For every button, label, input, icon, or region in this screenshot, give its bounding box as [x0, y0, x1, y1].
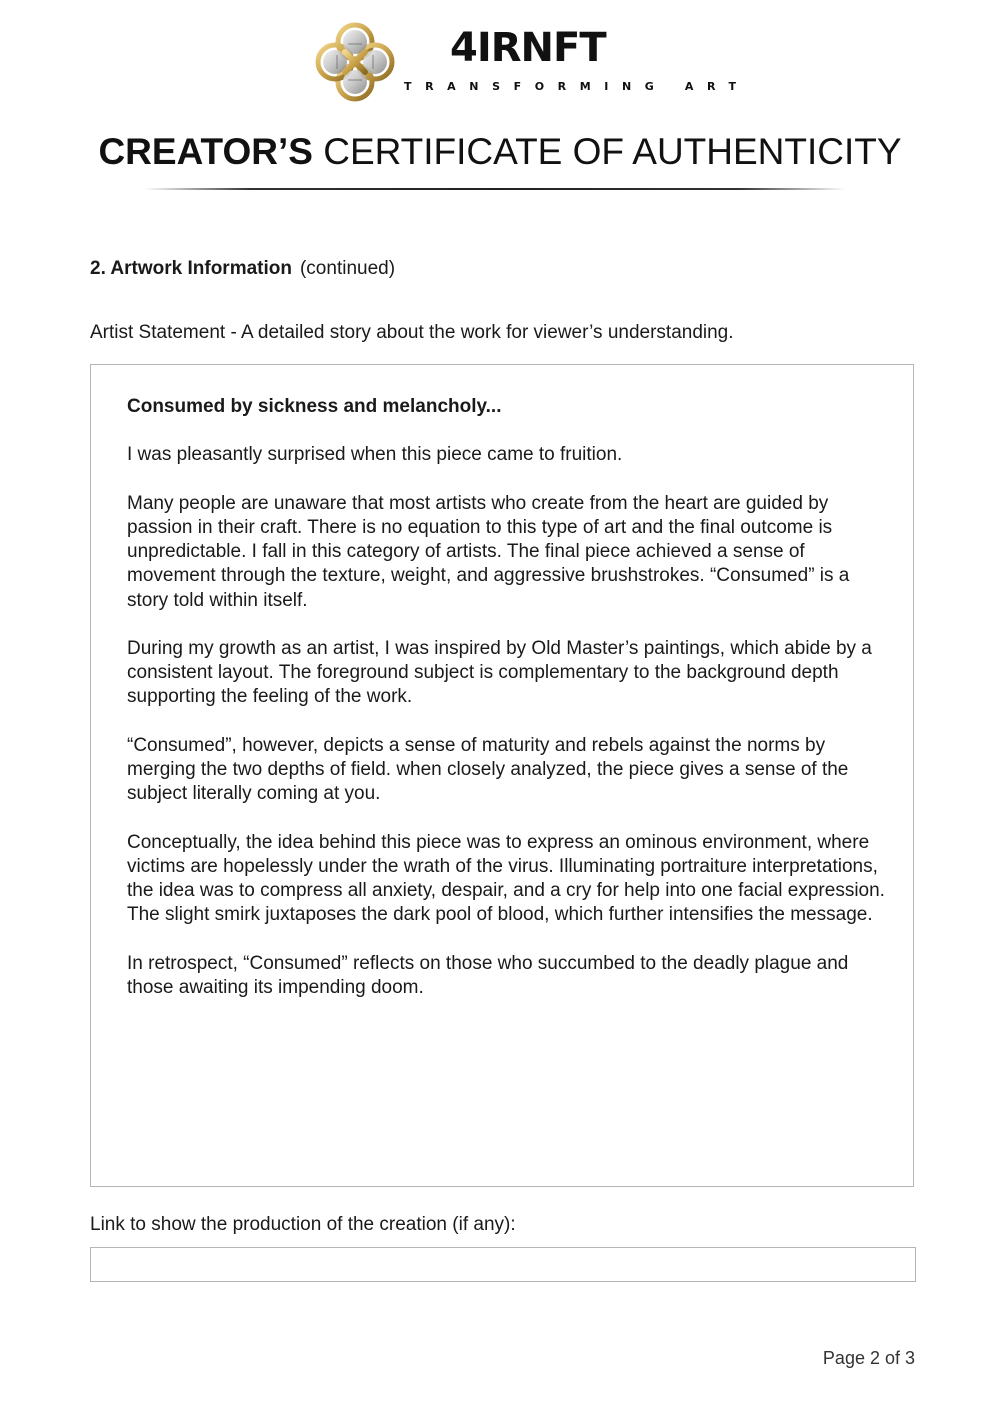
production-link-field[interactable]	[90, 1247, 916, 1282]
artist-statement-paragraph: I was pleasantly surprised when this piece came to fruition.	[127, 444, 623, 466]
artist-statement-label: Artist Statement - A detailed story about the work for viewer’s understanding.	[90, 322, 734, 343]
artist-statement-title: Consumed by sickness and melancholy...	[127, 396, 502, 417]
brand-name: 4IRNFT	[450, 25, 606, 71]
section-heading-text: 2. Artwork Information	[90, 258, 292, 279]
artist-statement-field[interactable]	[90, 364, 914, 1187]
artist-statement-paragraph: During my growth as an artist, I was inspired by Old Master’s paintings, which abide by a consistent layout. The foreground subject is complementary to the background depth supporting the feeling of the work.	[127, 637, 872, 708]
artist-statement-paragraph: “Consumed”, however, depicts a sense of maturity and rebels against the norms by merging the two depths of field. when closely analyzed, the piece gives a sense of the subject literally coming at you.	[127, 734, 849, 805]
section-continued-note: (continued)	[299, 258, 396, 279]
infinity-knot-logo-icon	[315, 22, 395, 102]
page-number: Page 2 of 3	[822, 1348, 915, 1368]
title-divider	[145, 188, 845, 190]
brand-tagline: TRANSFORMING ART	[404, 80, 750, 93]
artist-statement-paragraph: Conceptually, the idea behind this piece was to express an ominous environment, where victims are hopelessly under the wrath of the virus. Illuminating portraiture interpretations, the idea was to compress all anxiety, despair, and a cry for help into one facial expression. The slight smirk juxtaposes the dark pool of blood, which further intensifies the message.	[127, 831, 885, 926]
certificate-title-strong: CREATOR’S	[98, 131, 313, 172]
certificate-title	[0, 130, 1000, 174]
artist-statement-content	[127, 395, 887, 1024]
certificate-title-light: CERTIFICATE OF AUTHENTICITY	[323, 131, 902, 172]
production-link-label: Link to show the production of the creation (if any):	[90, 1214, 516, 1235]
artist-statement-paragraph: In retrospect, “Consumed” reflects on those who succumbed to the deadly plague and those awaiting its impending doom.	[127, 952, 849, 998]
header	[0, 18, 1000, 108]
artist-statement-paragraph: Many people are unaware that most artists who create from the heart are guided by passion in their craft. There is no equation to this type of art and the final outcome is unpredictable. I fall in this category of artists. The final piece achieved a sense of movement through the texture, weight, and aggressive brushstrokes. “Consumed” is a story told within itself.	[127, 492, 850, 611]
section-heading	[90, 256, 395, 282]
